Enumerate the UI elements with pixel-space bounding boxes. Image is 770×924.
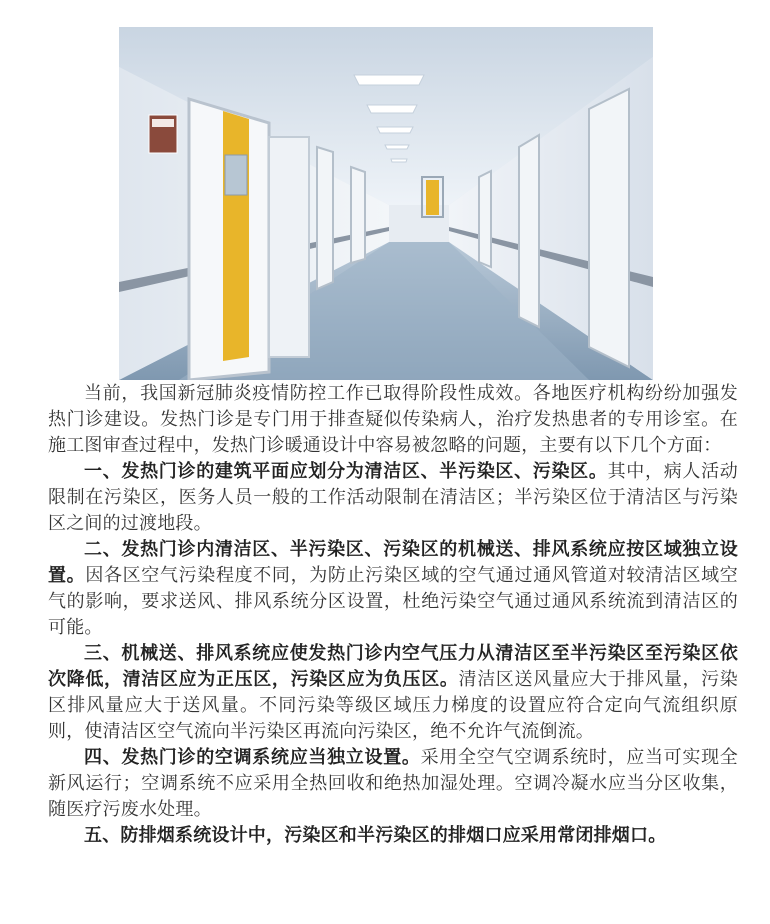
point-paragraph-4 — [48, 745, 738, 823]
point-text-3: 清洁区送风量应大于排风量，污染区排风量应大于送风量。不同污染等级区域压力梯度的设置应符合定向气流组织原则，使清洁区空气流向半污染区再流向污染区，绝不允许气流倒流。 — [48, 669, 738, 742]
point-text-4: 采用全空气空调系统时，应当可实现全新风运行；空调系统不应采用全热回收和绝热加湿处理。空调冷凝水应当分区收集，随医疗污废水处理。 — [48, 747, 738, 820]
point-heading-4: 四、发热门诊的空调系统应当独立设置。 — [84, 747, 421, 768]
point-paragraph-5 — [48, 823, 738, 849]
far-door — [426, 180, 439, 215]
left-near-door-window — [225, 155, 247, 195]
point-paragraph-3 — [48, 641, 738, 745]
right-door-3 — [479, 171, 491, 267]
right-door-1 — [519, 135, 539, 327]
point-heading-2: 二、发热门诊内清洁区、半污染区、污染区的机械送、排风系统应按区域独立设置。 — [48, 539, 738, 586]
room-sign — [149, 115, 177, 153]
point-paragraph-1 — [48, 459, 738, 537]
point-heading-3: 三、机械送、排风系统应使发热门诊内空气压力从清洁区至半污染区至污染区依次降低，清洁区应为正压区，污染区应为负压区。 — [48, 643, 738, 690]
point-paragraph-2 — [48, 537, 738, 641]
corridor-illustration — [119, 27, 653, 380]
point-heading-1: 一、发热门诊的建筑平面应划分为清洁区、半污染区、污染区。 — [84, 461, 608, 482]
end-wall — [389, 205, 449, 242]
point-heading-5: 五、防排烟系统设计中，污染区和半污染区的排烟口应采用常闭排烟口。 — [84, 825, 667, 846]
point-text-2: 因各区空气污染程度不同，为防止污染区域的空气通过通风管道对较清洁区域空气的影响，要求送风、排风系统分区设置，杜绝污染空气通过通风系统流到清洁区的可能。 — [48, 565, 738, 638]
intro-paragraph: 当前，我国新冠肺炎疫情防控工作已取得阶段性成效。各地医疗机构纷纷加强发热门诊建设。发热门诊是专门用于排查疑似传染病人，治疗发热患者的专用诊室。在施工图审查过程中，发热门诊暖通设计中容易被忽略的问题，主要有以下几个方面： — [48, 383, 738, 456]
corridor-photo — [119, 27, 653, 380]
right-door-2 — [589, 89, 629, 367]
left-wall-panel — [269, 137, 309, 357]
point-text-1: 其中，病人活动限制在污染区，医务人员一般的工作活动限制在清洁区；半污染区位于清洁区与污染区之间的过渡地段。 — [48, 461, 738, 534]
article-body — [48, 381, 738, 849]
left-near-door-panel — [223, 111, 249, 361]
left-mid-door — [317, 147, 333, 289]
left-far-door — [351, 167, 365, 263]
